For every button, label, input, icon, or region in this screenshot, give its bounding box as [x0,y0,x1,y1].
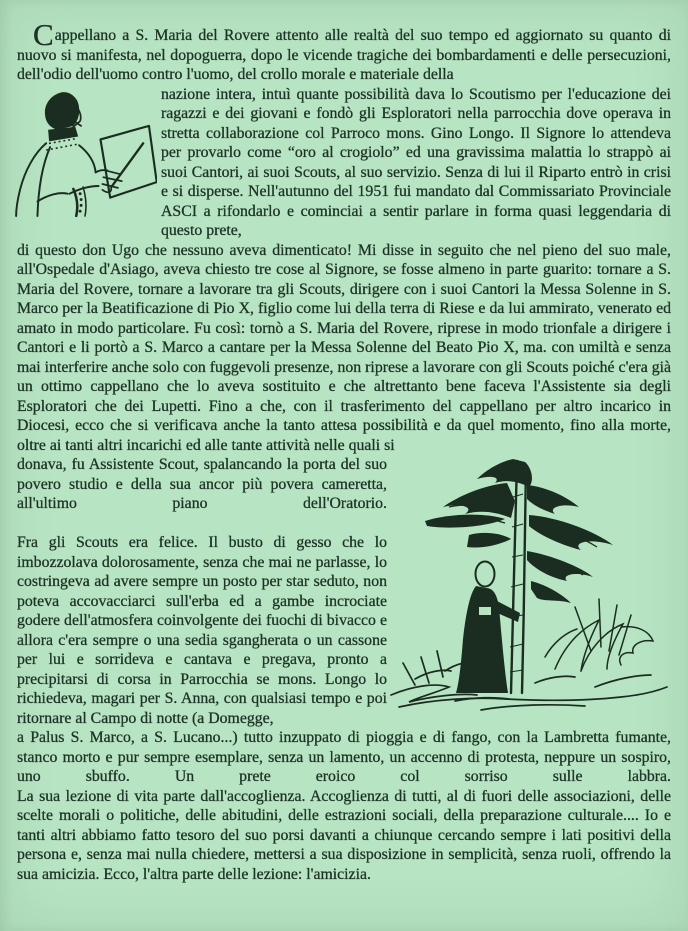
priest-reading-illustration [11,89,157,217]
priest-reading-sketch-icon [11,89,157,217]
paragraph-intro [17,17,671,85]
paragraph-intro-text: appellano a S. Maria del Rovere attento alle realtà del suo tempo ed aggiornato su quanto di nuovo si manifesta, nel dopoguerra, dopo le vicende tragiche dei bombardamenti e delle persecuzioni, dell'odio dell'uomo contro l'uomo, del crollo morale e materiale della [17,27,671,83]
wrap-row-tree-sketch [17,455,671,728]
left-text-column [17,455,387,728]
paragraph-beside-tree-1: donava, fu Assistente Scout, spalancando la porta del suo povero studio e della sua ancor più povera cameretta, all'ultimo piano dell'Oratorio. [17,456,387,512]
paragraph-bottom-2: La sua lezione di vita parte dall'accoglienza. Accoglienza di tutti, al di fuori delle associazioni, delle scelte morali o politiche, delle abitudini, delle estrazioni sociali, della preparazione culturale.... Io e tanti altri abbiamo fatto tesoro del suo porsi davanti a chiunque cercando sempre i lati positivi della persona e, senza mai nulla chiedere, mettersi a sua disposizione in semplicità, senza ruoli, offrendo la sua amicizia. Ecco, l'altra parte delle lezione: l'amicizia. [17,787,671,883]
paragraph-bottom-1: a Palus S. Marco, a S. Lucano...) tutto inzuppato di pioggia e di fango, con la Lambretta fumante, stanco morto e pur sempre esemplare, senza un lamento, un accenno di protesta, neppure un sospiro, uno sbuffo. Un prete eroico col sorriso sulle labbra. [17,729,671,785]
dropcap-initial: C [33,17,54,52]
paragraph-beside-tree-2: Fra gli Scouts era felice. Il busto di gesso che lo imbozzolava dolorosamente, senza che mai ne parlasse, lo costringeva ad avere sempre un posto per star seduto, non poteva accovacciarci sull'erba ed a gambe incrociate godere dell'atmosfera coinvolgente dei fuochi di bivacco e allora c'era sempre o una sedia sgangherata o un cassone per lui e sorrideva e cantava e pregava, pronto a precipitarsi di corsa in Parrocchia se mons. Longo lo richiedeva, magari per S. Anna, con qualsiasi tempo e poi ritornare al Campo di notte (a Domegge, [17,534,387,727]
priest-by-pine-tree-sketch-icon [385,457,685,719]
wrap-row-priest-sketch [17,85,671,241]
priest-by-tree-illustration [385,457,685,719]
paragraph-beside-priest-sketch: nazione intera, intuì quante possibilità dava lo Scoutismo per l'educazione dei ragazzi e dei giovani e fondò gli Esploratori nella parrocchia dove operava in stretta collaborazione col Parroco mons. Gino Longo. Il Signore lo attendeva per provarlo come “oro al crogiolo” ed una gravissima malattia lo strappò ai suoi Cantori, ai suoi Scouts, al suo servizio. Senza di lui il Riparto entrò in crisi e si disperse. Nell'autunno del 1951 fui mandato dal Commissariato Provinciale ASCI a rifondarlo e cominciai a sentir parlare in forma quasi leggendaria di questo prete, [161,85,671,239]
paragraph-middle-full-width: di questo don Ugo che nessuno aveva dimenticato! Mi disse in seguito che nel pieno del suo male, all'Ospedale d'Asiago, aveva chiesto tre cose al Signore, se fosse almeno in parte guarito: tornare a S. Maria del Rovere, tornare a lavorare tra gli Scouts, dirigere con i suoi Cantori la Messa Solenne in S. Marco per la Beatificazione di Pio X, figlio come lui della terra di Riese e da lui ammirato, venerato ed amato in modo particolare. Fu così: tornò a S. Maria del Rovere, riprese in modo trionfale a dirigere i Cantori e li portò a S. Marco a cantare per la Messa Solenne del Beato Pio X, ma. con umiltà e senza mai interferire anche solo con fuggevoli presenze, non riprese a lavorare con gli Scouts poiché c'era già un ottimo cappellano che lo aveva sostituito e che altrettanto bene faceva l'Assistente sia degli Esploratori che dei Lupetti. Fino a che, con il trasferimento del cappellano per altro incarico in Diocesi, ecco che si verificava anche la tanto attesa possibilità e da quel momento, fino alla morte, oltre ai tanti altri incarichi ed alle tante attività nelle quali si [17,241,671,454]
